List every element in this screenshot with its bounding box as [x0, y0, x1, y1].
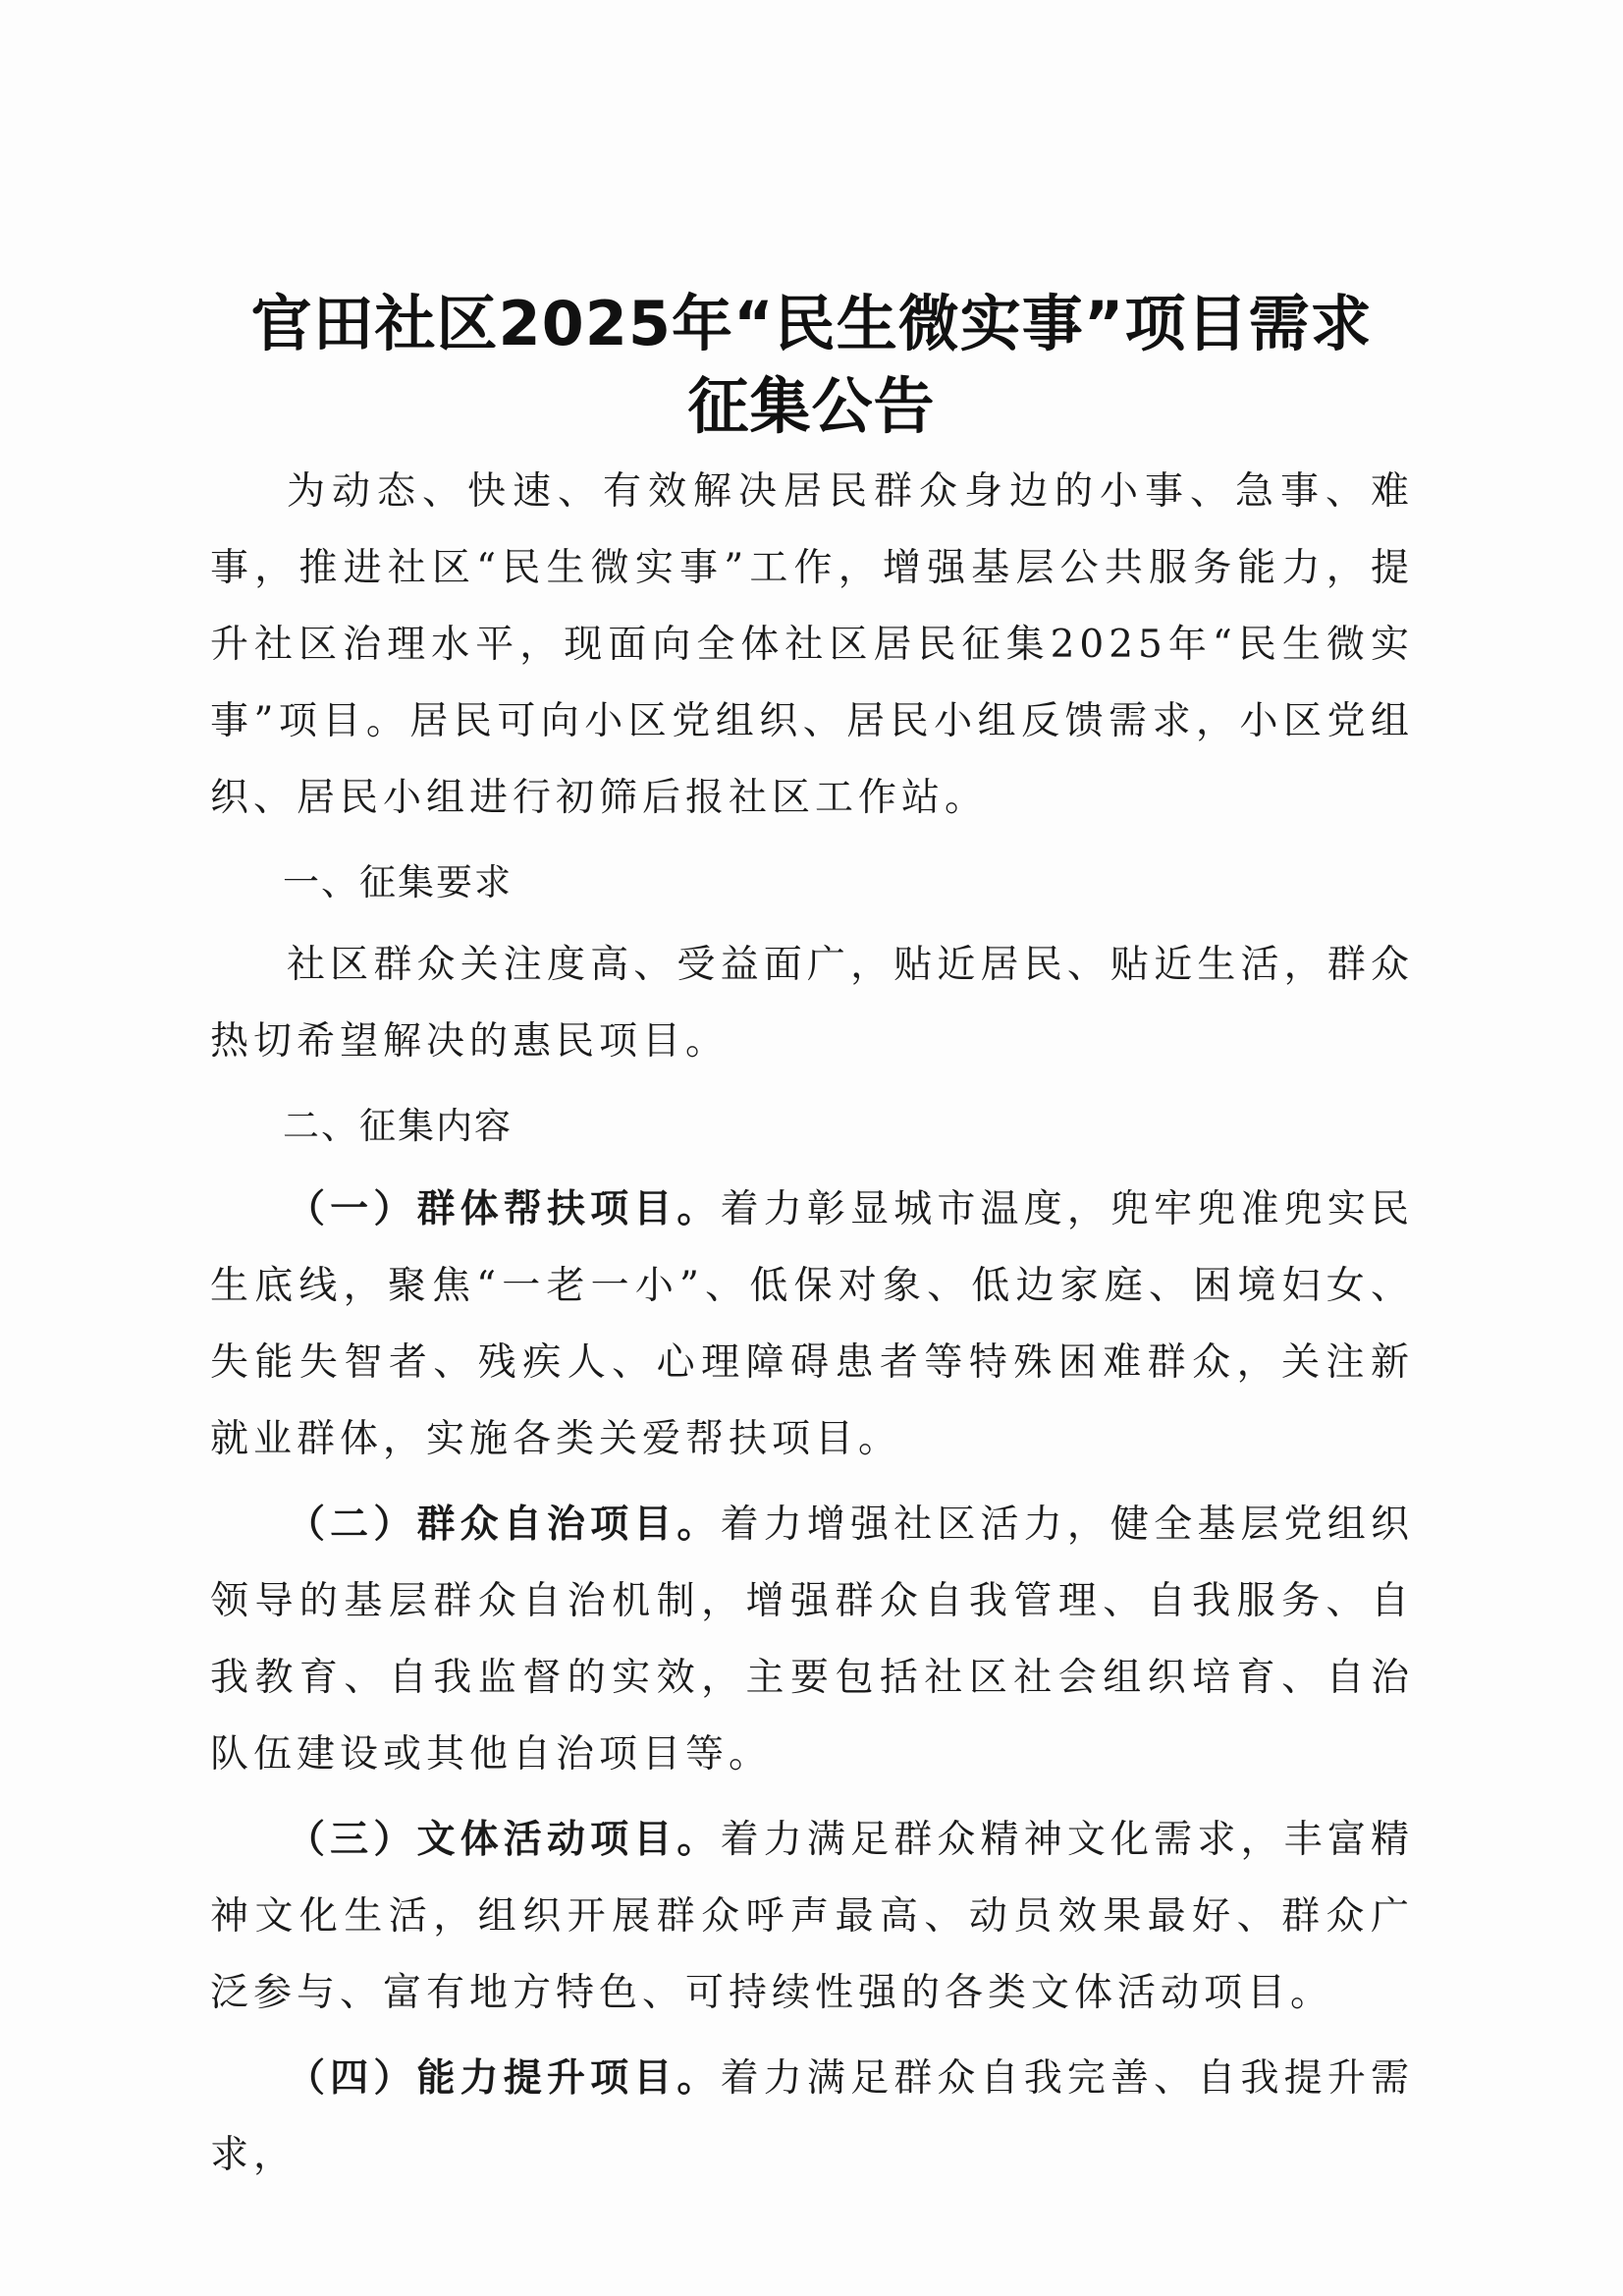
content-item-4 [210, 2040, 1414, 2194]
section-heading-content: 二、征集内容 [283, 1105, 513, 1147]
content-item-4-text: 着力满足群众自我完善、自我提升需求， [210, 2056, 1414, 2177]
document-body [210, 454, 1414, 2202]
content-item-3 [210, 1801, 1414, 2032]
title-line-2: 征集公告 [687, 370, 936, 442]
content-item-3-text: 着力满足群众精神文化需求，丰富精神文化生活，组织开展群众呼声最高、动员效果最好、群众广泛参与、富有地方特色、可持续性强的各类文体活动项目。 [210, 1818, 1414, 2015]
intro-paragraph: 为动态、快速、有效解决居民群众身边的小事、急事、难事，推进社区“民生微实事”工作，增强基层公共服务能力，提升社区治理水平，现面向全体社区居民征集2025年“民生微实事”项目。居民可向小区党组织、居民小组反馈需求，小区党组织、居民小组进行初筛后报社区工作站。 [210, 469, 1414, 820]
content-item-4-label: （四）能力提升项目。 [287, 2055, 721, 2101]
content-item-2-label: （二）群众自治项目。 [287, 1502, 721, 1547]
title-line-1: 官田社区2025年“民生微实事”项目需求 [250, 288, 1373, 359]
content-item-1 [210, 1171, 1414, 1478]
content-item-1-label: （一）群体帮扶项目。 [287, 1186, 721, 1231]
content-item-1-text: 着力彰显城市温度，兜牢兜准兜实民生底线，聚焦“一老一小”、低保对象、低边家庭、困境妇女、失能失智者、残疾人、心理障碍患者等特殊困难群众，关注新就业群体，实施各类关爱帮扶项目。 [210, 1187, 1414, 1461]
content-item-2 [210, 1486, 1414, 1793]
content-item-2-text: 着力增强社区活力，健全基层党组织领导的基层群众自治机制，增强群众自我管理、自我服务、自我教育、自我监督的实效，主要包括社区社会组织培育、自治队伍建设或其他自治项目等。 [210, 1503, 1414, 1777]
content-item-3-label: （三）文体活动项目。 [287, 1817, 721, 1862]
requirements-paragraph: 社区群众关注度高、受益面广，贴近居民、贴近生活，群众热切希望解决的惠民项目。 [210, 943, 1414, 1064]
section-heading-requirements: 一、征集要求 [283, 861, 513, 903]
document-title [196, 283, 1427, 448]
